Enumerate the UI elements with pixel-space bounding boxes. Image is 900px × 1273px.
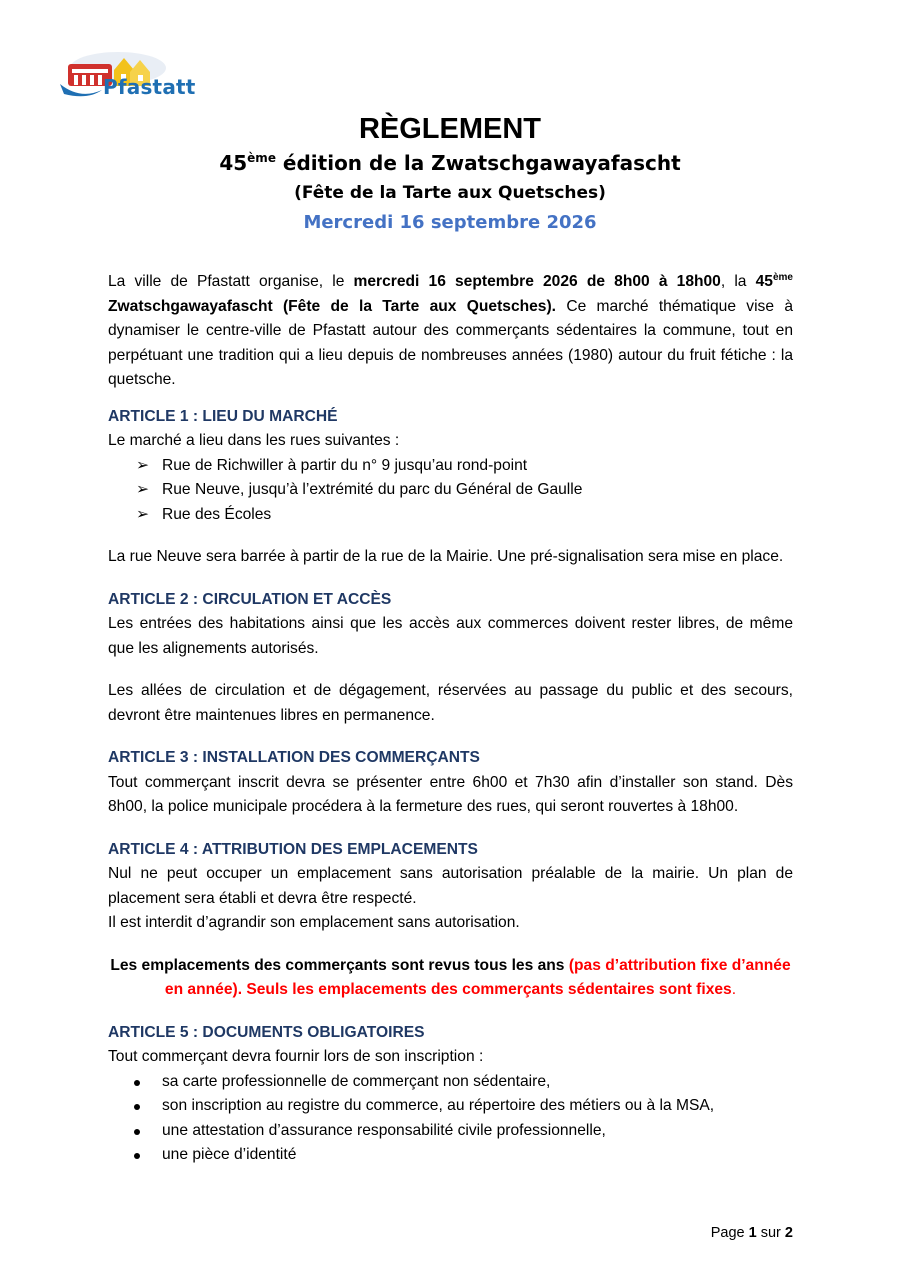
arrow-bullet-icon: ➢ xyxy=(136,505,150,523)
list-item: son inscription au registre du commerce, au répertoire des métiers ou à la MSA, xyxy=(108,1094,793,1119)
article-1-lead: Le marché a lieu dans les rues suivantes : xyxy=(108,432,400,449)
document-body xyxy=(108,270,793,1168)
article-4-paragraph-1: Nul ne peut occuper un emplacement sans autorisation préalable de la mairie. Un plan de placement sera établi et devra être respecté. xyxy=(108,865,793,907)
article-4-title: ARTICLE 4 : ATTRIBUTION DES EMPLACEMENTS xyxy=(108,840,478,858)
arrow-bullet-icon: ➢ xyxy=(136,456,150,474)
page-number: Page 1 sur 2 xyxy=(710,1225,793,1241)
article-1-title: ARTICLE 1 : LIEU DU MARCHÉ xyxy=(108,407,338,425)
article-4-paragraph-2: Il est interdit d’agrandir son emplacement sans autorisation. xyxy=(108,914,520,931)
article-2-paragraph-1: Les entrées des habitations ainsi que les accès aux commerces doivent rester libres, de même que les alignements autorisés. xyxy=(108,615,793,657)
article-5-lead: Tout commerçant devra fournir lors de son inscription : xyxy=(108,1048,484,1065)
list-item: une pièce d’identité xyxy=(108,1143,793,1168)
article-5-title: ARTICLE 5 : DOCUMENTS OBLIGATOIRES xyxy=(108,1023,425,1041)
article-2-paragraph-2: Les allées de circulation et de dégagement, réservées au passage du public et des secours, devront être maintenues libres en permanence. xyxy=(108,682,793,724)
logo-wordmark: Pfastatt xyxy=(103,75,196,99)
list-item: ➢ Rue des Écoles xyxy=(108,503,793,528)
edition-heading: 45ème édition de la Zwatschgawayafascht xyxy=(219,151,681,175)
event-subtitle: (Fête de la Tarte aux Quetsches) xyxy=(294,183,606,203)
intro-paragraph: La ville de Pfastatt organise, le mercredi 16 septembre 2026 de 8h00 à 18h00, la 45ème Zwatschgawayafascht (Fête de la Tarte aux Quetsches). Ce marché thématique vise à dynamiser le centre-ville de Pfastatt autour des commerçants sédentaires la commune, tout en perpétuant une tradition qui a lieu depuis de nombreuses années (1980) autour du fruit fétiche : la quetsche. xyxy=(108,272,793,388)
document-header xyxy=(0,110,900,238)
article-3-title: ARTICLE 3 : INSTALLATION DES COMMERÇANTS xyxy=(108,749,480,766)
article-3-paragraph: Tout commerçant inscrit devra se présenter entre 6h00 et 7h30 afin d’installer son stand. Dès 8h00, la police municipale procédera à la fermeture des rues, qui seront rouvertes à 18h00. xyxy=(108,773,793,815)
article-2-title: ARTICLE 2 : CIRCULATION ET ACCÈS xyxy=(108,590,392,608)
page-title: RÈGLEMENT xyxy=(358,113,542,145)
list-item: sa carte professionnelle de commerçant non sédentaire, xyxy=(108,1070,793,1095)
event-date: Mercredi 16 septembre 2026 xyxy=(303,212,597,233)
list-item: ➢ Rue Neuve, jusqu’à l’extrémité du parc du Général de Gaulle xyxy=(108,478,793,503)
bullet-dot-icon xyxy=(134,1080,140,1086)
street-list xyxy=(108,454,793,528)
arrow-bullet-icon: ➢ xyxy=(136,481,150,498)
article-1-note: La rue Neuve sera barrée à partir de la rue de la Mairie. Une pré-signalisation sera mise en place. xyxy=(108,548,784,565)
documents-list xyxy=(108,1070,793,1168)
list-item: ➢ Rue de Richwiller à partir du n° 9 jusqu’au rond-point xyxy=(108,454,793,479)
list-item: une attestation d’assurance responsabilité civile professionnelle, xyxy=(108,1119,793,1144)
pfastatt-logo xyxy=(58,50,208,102)
bullet-dot-icon xyxy=(134,1129,140,1135)
bullet-dot-icon xyxy=(134,1104,140,1110)
placement-notice: Les emplacements des commerçants sont revus tous les ans (pas d’attribution fixe d’année en année). Seuls les emplacements des commerçants sédentaires sont fixes. xyxy=(110,956,791,998)
bullet-dot-icon xyxy=(134,1153,140,1159)
